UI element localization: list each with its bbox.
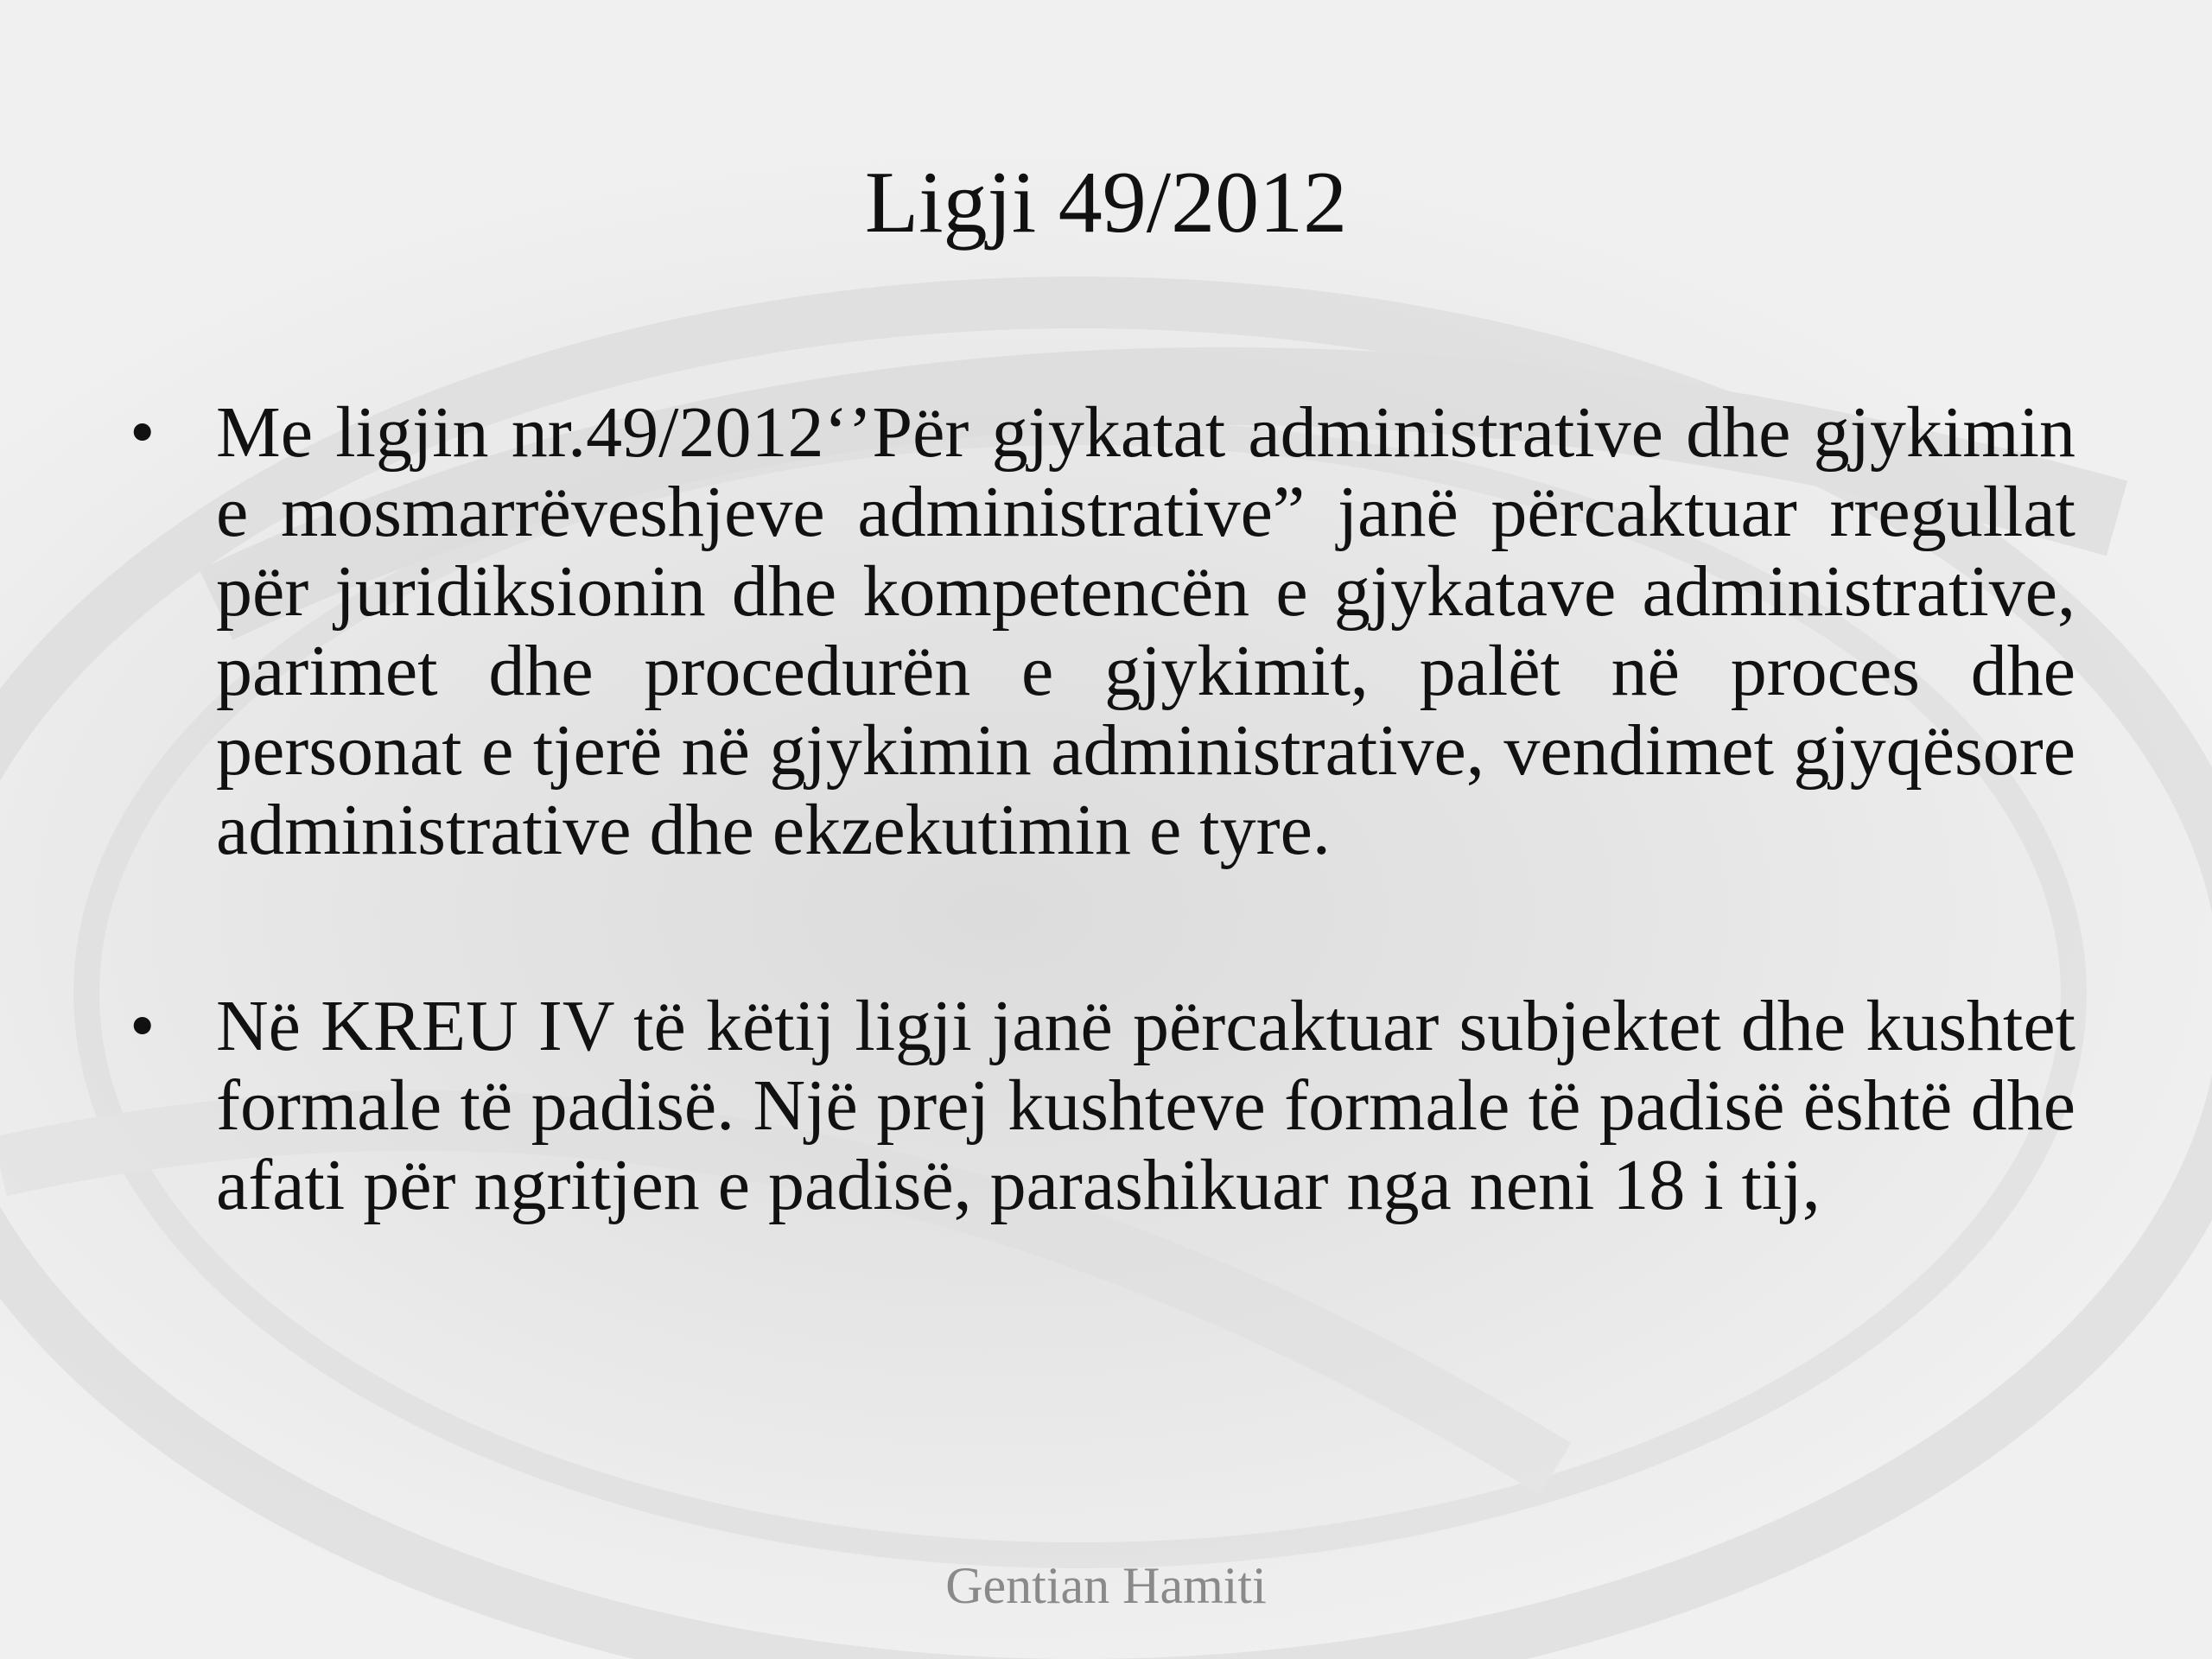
bullet-marker: • xyxy=(130,986,156,1066)
bullet-marker: • xyxy=(130,392,156,473)
bullet-list xyxy=(130,393,2075,1225)
slide-title: Ligji 49/2012 xyxy=(864,154,1348,251)
bullet-item-2 xyxy=(130,987,2075,1225)
bullet-item-1 xyxy=(130,393,2075,870)
bullet-text: Me ligjin nr.49/2012‘’Për gjykatat administrative dhe gjykimin e mosmarrëveshjeve administrative” janë përcaktuar rregullat për juridiksionin dhe kompetencën e gjykatave administrative, parimet dhe procedurën e gjykimit, palët në proces dhe personat e tjerë në gjykimin administrative, vendimet gjyqësore administrative dhe ekzekutimin e tyre. xyxy=(216,392,2075,870)
slide-footer-author: Gentian Hamiti xyxy=(945,1557,1267,1614)
bullet-text: Në KREU IV të këtij ligji janë përcaktuar subjektet dhe kushtet formale të padisë. Një prej kushteve formale të padisë është dhe afati për ngritjen e padisë, parashikuar nga neni 18 i tij, xyxy=(216,986,2075,1225)
